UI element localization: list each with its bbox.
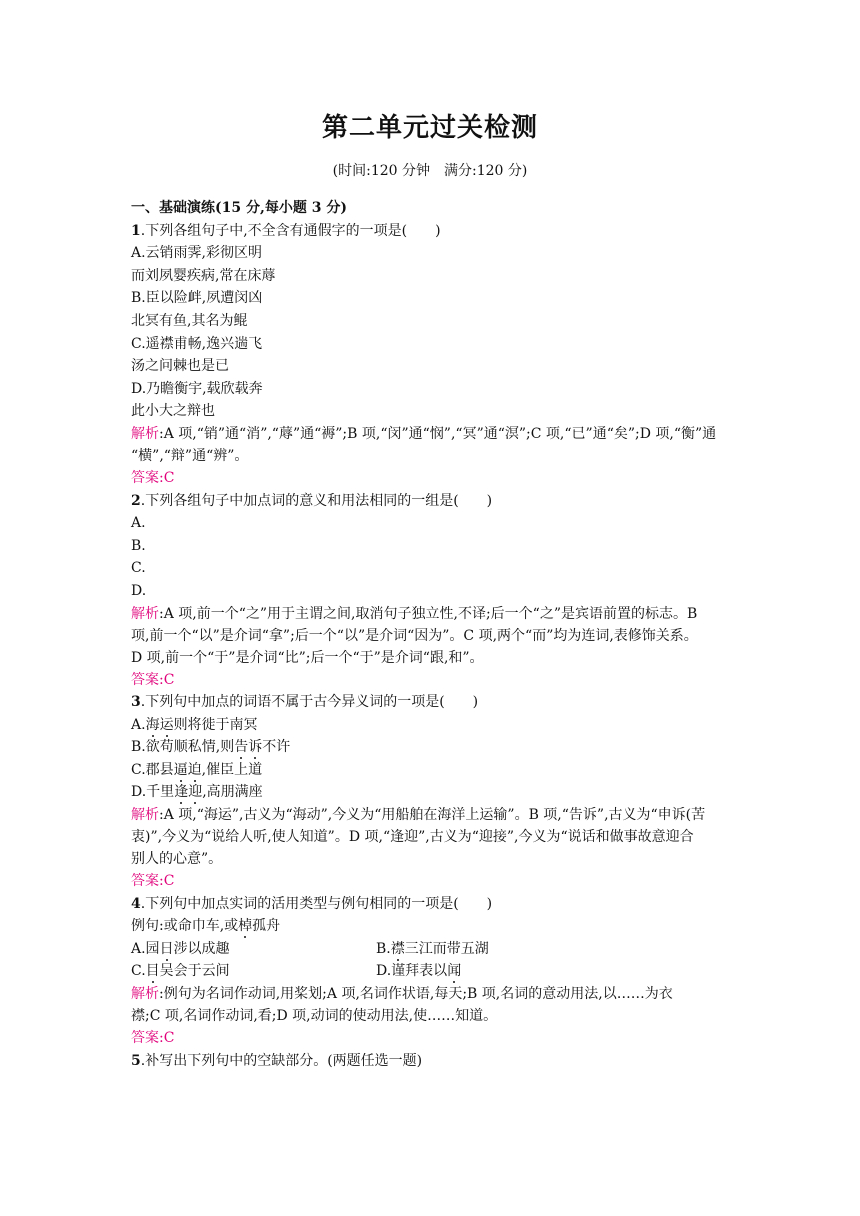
question-text: .下列各组句子中加点词的意义和用法相同的一组是( )	[140, 492, 493, 509]
explanation-text: :A 项,前一个“之”用于主谓之间,取消句子独立性,不译;后一个“之”是宾语前置的标志。B	[159, 605, 698, 622]
dotted-char: 目	[145, 963, 160, 980]
q3-option-a	[131, 714, 731, 737]
q3-option-c	[131, 759, 731, 782]
dotted-char: 海	[145, 716, 160, 733]
question-4-stem	[131, 893, 731, 916]
explanation-label: 解析	[131, 986, 159, 1003]
q4-options-row-1	[131, 938, 731, 961]
dotted-char: 迎	[188, 784, 203, 801]
q1-explanation	[131, 423, 731, 445]
q2-explanation-cont: 项,前一个“以”是介词“拿”;后一个“以”是介词“因为”。C 项,两个“而”均为连词,表修饰关系。	[131, 627, 698, 644]
question-number: 5	[131, 1052, 141, 1069]
question-number: 3	[131, 694, 141, 711]
option-text: C.	[131, 963, 146, 980]
q1-line: 此小大之辩也	[131, 403, 215, 420]
q3-answer	[131, 870, 731, 893]
dotted-char: 襟	[390, 940, 405, 957]
page-title: 第二单元过关检测	[321, 113, 538, 143]
q3-option-b	[131, 736, 731, 759]
option-text: 则将徙于南冥	[173, 716, 258, 733]
dotted-char: 逼	[173, 761, 188, 778]
option-text: B.	[376, 940, 391, 957]
answer-value: :C	[159, 1030, 175, 1047]
q2-option-b: B.	[131, 537, 146, 554]
q3-option-d	[131, 781, 731, 804]
question-text: .下列句中加点实词的活用类型与例句相同的一项是( )	[140, 895, 493, 912]
option-text: A.	[131, 716, 146, 733]
explanation-label: 解析	[131, 425, 159, 442]
option-text: 不许	[262, 739, 291, 756]
dotted-char: 日	[159, 940, 174, 957]
q4-option-c	[131, 960, 376, 983]
dotted-char: 诉	[248, 739, 263, 756]
question-5-stem	[131, 1050, 731, 1073]
answer-label: 答案	[131, 1030, 159, 1047]
option-text: ,高朋满座	[202, 784, 263, 801]
question-3-stem	[131, 691, 731, 714]
q1-line: C.遥襟甫畅,逸兴遄飞	[131, 335, 263, 352]
dotted-char: 告	[234, 739, 249, 756]
dotted-char: 逢	[174, 784, 189, 801]
q2-option-d: D.	[131, 582, 147, 599]
option-text: C.郡县	[131, 761, 174, 778]
answer-label: 答案	[131, 873, 159, 890]
answer-label: 答案	[131, 469, 159, 486]
dotted-char: 迫	[187, 761, 202, 778]
q2-option-a: A.	[131, 515, 146, 532]
option-text: 三江而带五湖	[404, 940, 489, 957]
explanation-text: :A 项,“销”通“消”,“蓐”通“褥”;B 项,“闵”通“悯”,“冥”通“溟”;C 项,“已”通“矣”;D 项,“衡”通	[159, 425, 717, 442]
answer-value: :C	[159, 671, 175, 688]
q1-explanation-cont: “横”,“辩”通“辨”。	[131, 447, 249, 464]
explanation-label: 解析	[131, 807, 159, 824]
example-text: 孤舟	[252, 918, 281, 935]
q1-line: A.云销雨霁,彩彻区明	[131, 245, 263, 262]
answer-label: 答案	[131, 671, 159, 688]
q4-explanation-cont: 襟;C 项,名词作动词,看;D 项,动词的使动用法,使……知道。	[131, 1008, 498, 1025]
q1-line: 而刘夙婴疾病,常在床蓐	[131, 267, 276, 284]
document-body	[131, 197, 731, 1072]
option-text: A.园	[131, 940, 160, 957]
q1-line: B.臣以险衅,夙遭闵凶	[131, 290, 263, 307]
q2-answer	[131, 669, 731, 692]
q4-option-b	[376, 938, 489, 961]
q4-option-d	[376, 960, 461, 983]
option-text: B.欲苟顺私情,则	[131, 739, 235, 756]
example-text: 例句:或命巾车,或	[131, 918, 239, 935]
question-text: .下列各组句子中,不全含有通假字的一项是( )	[140, 222, 441, 239]
q2-explanation-cont: D 项,前一个“于”是介词“比”;后一个“于”是介词“跟,和”。	[131, 649, 484, 666]
question-2-stem	[131, 490, 731, 513]
section-heading: 一、基础演练(15 分,每小题 3 分)	[131, 200, 347, 216]
q4-explanation	[131, 983, 731, 1005]
q3-explanation-cont: 别人的心意”。	[131, 851, 223, 868]
explanation-label: 解析	[131, 605, 159, 622]
q1-line: 北冥有鱼,其名为鲲	[131, 312, 248, 329]
option-text: 吴会于云间	[159, 963, 230, 980]
question-1-stem	[131, 220, 731, 243]
explanation-text: :例句为名词作动词,用桨划;A 项,名词作状语,每天;B 项,名词的意动用法,以……为衣	[159, 986, 673, 1003]
q4-option-a	[131, 938, 376, 961]
question-number: 4	[131, 895, 141, 912]
dotted-char: 闻	[447, 963, 462, 980]
q3-explanation-cont: 衷)”,今义为“说给人听,使人知道”。D 项,“逢迎”,古义为“迎接”,今义为“说话和做事故意迎合	[131, 829, 694, 846]
answer-value: :C	[159, 469, 175, 486]
answer-value: :C	[159, 873, 175, 890]
q1-answer	[131, 467, 731, 490]
q2-option-c: C.	[131, 560, 146, 577]
dotted-char: 运	[159, 716, 174, 733]
option-text: D.千里	[131, 784, 175, 801]
option-text: D.谨拜表以	[376, 963, 448, 980]
question-number: 1	[131, 222, 141, 239]
q4-options-row-2	[131, 960, 731, 983]
question-number: 2	[131, 492, 141, 509]
q1-line: D.乃瞻衡宇,载欣载奔	[131, 380, 263, 397]
question-text: .补写出下列句中的空缺部分。(两题任选一题)	[140, 1052, 423, 1069]
dotted-char: 棹	[238, 918, 253, 935]
q2-explanation	[131, 603, 731, 625]
page-subtitle: (时间:120 分钟 满分:120 分)	[332, 163, 528, 179]
option-text: 涉以成趣	[173, 940, 230, 957]
question-text: .下列句中加点的词语不属于古今异义词的一项是( )	[140, 694, 479, 711]
explanation-text: :A 项,“海运”,古义为“海动”,今义为“用船舶在海洋上运输”。B 项,“告诉”,古义为“申诉(苦	[159, 807, 706, 824]
option-text: ,催臣上道	[201, 761, 263, 778]
q1-line: 汤之问棘也是已	[131, 358, 229, 375]
q4-example	[131, 915, 731, 938]
q4-answer	[131, 1027, 731, 1050]
q3-explanation	[131, 804, 731, 826]
